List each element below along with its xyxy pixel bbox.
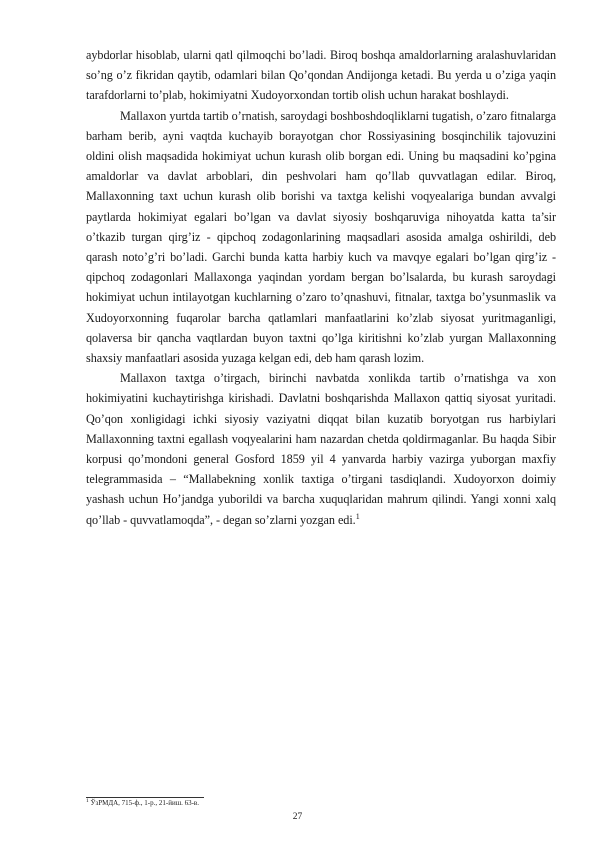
paragraph-2: Mallaxon yurtda tartib o’rnatish, saroydagi boshboshdoqliklarni tugatish, o’zaro fitnalarga barham berib, ayni vaqtda kuchayib borayotgan chor Rossiyasining bosqinchilik tajovuzini oldini olish maqsadida hokimiyat uchun kurash olib borgan edi. Uning bu maqsadini ko’pgina amaldorlar va davlat arboblari, din peshvolari ham qo’llab quvvatlagan edilar. Biroq, Mallaxonning taxt uchun kurash olib borishi va taxtga kelishi voqyealariga bundan avvalgi paytlarda hokimiyat egalari bo’lgan va davlat siyosiy boshqaruviga nihoyatda katta ta’sir o’tkazib turgan qirg’iz - qipchoq zodagonlarining maqsadlari asosida amalga oshirildi, deb qarash noto’g’ri bo’ladi. Garchi bunda katta harbiy kuch va mavqye egalari bo’lgan qirg’iz - qipchoq zodagonlari Mallaxonga yaqindan yordam bergan bo’lsalarda, bu kurash saroydagi hokimiyat uchun intilayotgan kuchlarning o’zaro to’qnashuvi, fitnalar, taxtga bo’ysunmaslik va Xudoyorxonning fuqarolar barcha qatlamlari manfaatlarini ko’zlab siyosat yuritmaganligi, qolaversa bir qancha vaqtlardan buyon taxtni qo’lga kiritishni ko’zlab yurgan Mallaxonning shaxsiy manfaatlari asosida yuzaga kelgan edi, deb ham qarash lozim. [86,108,556,366]
footnote-marker: 1 [86,798,89,804]
footnote-text: ЎзРМДА, 715-ф., 1-р., 21-йиш. 63-в. [88,799,199,807]
paragraph-3-text: Mallaxon taxtga o’tirgach, birinchi navbatda xonlikda tartib o’rnatishga va xon hokimiyatini kuchaytirishga kirishadi. Davlatni boshqarishda Mallaxon qattiq siyosat yuritadi. Qo’qon xonligidagi ichki siyosiy vaziyatni diqqat bilan kuzatib boryotgan rus harbiylari Mallaxonning taxtni egallash voqyealarini ham nazardan chetda qoldirmaganlar. Bu haqda Sibir korpusi qo’mondoni general Gosford 1859 yil 4 yanvarda harbiy vazirga yuborgan maxfiy telegrammasida – “Mallabekning xonlik taxtiga o’tirgani tasdiqlandi. Xudoyorxon doimiy yashash uchun Ho’jandga yuborildi va barcha xuquqlaridan mahrum qilindi. Yangi xonni xalq qo’llab - quvvatlamoqda”, - degan so’zlarni yozgan edi. [86,371,556,527]
footnote [86,799,199,808]
footnote-divider [86,797,204,798]
page-body [86,45,556,530]
footnote-reference: 1 [355,511,360,521]
page-number: 27 [292,812,303,822]
paragraph-3 [86,368,556,530]
paragraph-1: aybdorlar hisoblab, ularni qatl qilmoqchi bo’ladi. Biroq boshqa amaldorlarning aralashuvlaridan so’ng o’z fikridan qaytib, odamlari bilan Qo’qondan Andijonga ketadi. Bu yerda u o’ziga yaqin tarafdorlarni to’plab, hokimiyatni Xudoyorxondan tortib olish uchun harakat boshlaydi. [86,48,556,103]
